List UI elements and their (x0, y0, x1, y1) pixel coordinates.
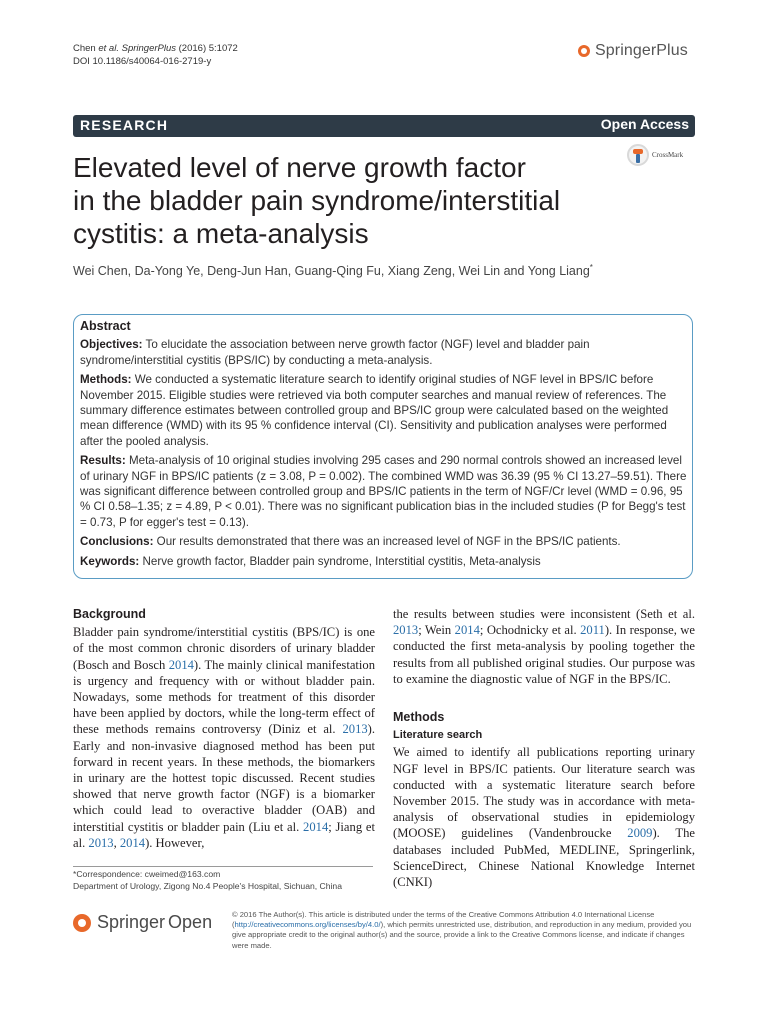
authors-text: Wei Chen, Da-Yong Ye, Deng-Jun Han, Guang-Qing Fu, Xiang Zeng, Wei Lin and Yong Liang (73, 264, 590, 279)
correspondence: *Correspondence: cweimed@163.com (73, 869, 221, 879)
license-link[interactable]: http://creativecommons.org/licenses/by/4.0/ (234, 920, 381, 930)
methods-text: We conducted a systematic literature search to identify original studies of NGF level in BPS/IC before November 2015. Eligible studies were retrieved via both computer searches and manual review of references. The summary difference estimates between controlled group and BPS/IC group were calculated based on the weighted mean difference (WMD) with its 95 % confidence interval (CI). Sensitivity and publication analyses were performed after the pooled analysis. (80, 373, 669, 448)
license-text: ), which permits unrestricted use, distribution, and reproduction in any medium, provided you give appropriate credit to the original author(s) and the source, provide a link to the Creative Commons license, and indicate if changes were made. (232, 920, 692, 950)
article-type-label: RESEARCH (80, 117, 169, 133)
citation-ref: (2016) 5:1072 (178, 43, 238, 54)
author-list (73, 263, 593, 278)
crossmark-label: CrossMark (652, 151, 684, 159)
methods-label: Methods: (80, 373, 132, 387)
logo-text: SpringerPlus (595, 42, 688, 59)
affiliation: Department of Urology, Zigong No.4 People's Hospital, Sichuan, China (73, 881, 342, 891)
logo-word-open: Open (168, 912, 213, 932)
springer-horse-icon (578, 45, 590, 57)
citation-link[interactable]: 2014 (454, 623, 480, 638)
open-access-badge: Open Access (601, 115, 689, 135)
abstract-methods (80, 372, 690, 449)
footnote-rule (73, 866, 373, 867)
text-run: Bladder pain syndrome/interstitial cystitis (BPS/IC) is one of the most common chronic disorders of urinary bladder (Bosch and Bosch (73, 625, 375, 672)
text-run: ). The databases included PubMed, MEDLINE, Springerlink, ScienceDirect, Chinese National Knowledge Internet (CNKI) (393, 826, 695, 890)
text-run: ). Early and non-invasive diagnosed method has been put forward in recent years. In these methods, the biomarkers in urinary are the hottest topic discussed. Recent studies showed that nerve growth factor (NGF) is a biomarker which could lead to overactive bladder (OAB) and interstitial cystitis or bladder pain (Liu et al. (73, 722, 375, 834)
logo-word-springer: Springer (97, 912, 166, 932)
background-heading: Background (73, 607, 146, 621)
springerplus-logo (578, 42, 688, 60)
title-line: cystitis: a meta-analysis (73, 218, 369, 249)
citation-line (73, 42, 238, 55)
citation-link[interactable]: 2013 (393, 623, 419, 638)
text-run: We aimed to identify all publications reporting urinary NGF level in BPS/IC patients. Our literature search was conducted with a systematic literature search before November 2015. The study was in accordance with meta-analysis of observational studies in epidemiology (MOOSE) guidelines (Vandenbroucke (393, 745, 695, 841)
text-run: ). However, (145, 835, 205, 850)
abstract-objectives (80, 337, 690, 368)
citation-link[interactable]: 2014 (168, 657, 194, 672)
springer-horse-icon (73, 914, 91, 932)
abstract (80, 319, 690, 573)
text-run: ). The mainly clinical manifestation is urgency and frequency with or without bladder pain. Nowadays, some methods for treatment of this disorder have been applied by doctors, while the long-term effect of these methods remains controversy (Diniz et al. (73, 657, 376, 737)
title-line: in the bladder pain syndrome/interstitial (73, 185, 561, 216)
springeropen-logo (73, 912, 212, 933)
abstract-keywords (80, 554, 690, 569)
objectives-text: To elucidate the association between nerve growth factor (NGF) level and bladder pain syndrome/interstitial cystitis (BPS/IC) by conducting a meta-analysis. (80, 338, 590, 367)
article-title (73, 151, 613, 250)
citation-link[interactable]: 2009 (627, 826, 653, 841)
citation-link[interactable]: 2014 (119, 835, 146, 850)
title-line: Elevated level of nerve growth factor (73, 152, 526, 183)
citation-journal: SpringerPlus (121, 43, 176, 54)
citation-etal: et al. (98, 43, 119, 54)
keywords-text: Nerve growth factor, Bladder pain syndrome, Interstitial cystitis, Meta-analysis (142, 554, 541, 568)
text-run: ; Wein (418, 623, 455, 638)
text-run: ; Jiang et al. (73, 819, 375, 850)
crossmark-icon (627, 144, 649, 166)
crossmark-badge[interactable] (627, 144, 683, 166)
citation-header (73, 42, 238, 68)
literature-search-heading: Literature search (393, 729, 483, 742)
results-text: Meta-analysis of 10 original studies involving 295 cases and 290 normal controls showed an increased level of urinary NGF in BPS/IC patients (z = 3.08, P = 0.002). The combined WMD was 36.39 (95 % CI 13.27–59.51). There was significant difference between controlled group and BPS/IC patients in the term of NGF/Cr level (WMD = 0.96, 95 % CI 0.58–1.35; z = 4.89, P < 0.01). There was no significant publication bias in the included studies (P for Begg's test = 0.73, P for egger's test = 0.13). (80, 454, 687, 529)
license-text: © 2016 The Author(s). This article is distributed under the terms of the Creative Commons Attribution 4.0 International License ( (232, 910, 655, 930)
abstract-conclusions (80, 534, 690, 549)
footnote (73, 868, 342, 892)
abstract-results (80, 453, 690, 530)
text-run: , (113, 835, 120, 850)
results-label: Results: (80, 454, 126, 468)
objectives-label: Objectives: (80, 338, 143, 352)
conclusions-text: Our results demonstrated that there was an increased level of NGF in the BPS/IC patients. (156, 535, 621, 549)
background-continuation (393, 606, 695, 687)
keywords-label: Keywords: (80, 554, 140, 568)
citation-authors: Chen (73, 43, 96, 54)
body-column-right (393, 606, 695, 890)
doi: DOI 10.1186/s40064-016-2719-y (73, 56, 212, 67)
body-column-left (73, 606, 375, 851)
conclusions-label: Conclusions: (80, 535, 154, 549)
text-run: ; Ochodnicky et al. (479, 623, 581, 638)
text-run: the results between studies were inconsistent (Seth et al. (393, 607, 695, 621)
corresponding-mark: * (589, 263, 593, 272)
license-notice (232, 910, 694, 951)
citation-link[interactable]: 2011 (580, 623, 605, 638)
citation-link[interactable]: 2013 (342, 722, 368, 737)
citation-link[interactable]: 2013 (88, 835, 114, 850)
abstract-heading: Abstract (80, 319, 131, 333)
methods-heading: Methods (393, 710, 445, 725)
text-run: ). In response, we conducted the first meta-analysis by pooling together the results from all published original studies. Our purpose was to examine the diagnostic value of NGF in the BPS/IC. (393, 623, 695, 686)
background-paragraph (73, 624, 375, 851)
methods-paragraph (393, 744, 695, 890)
citation-link[interactable]: 2014 (303, 819, 329, 834)
